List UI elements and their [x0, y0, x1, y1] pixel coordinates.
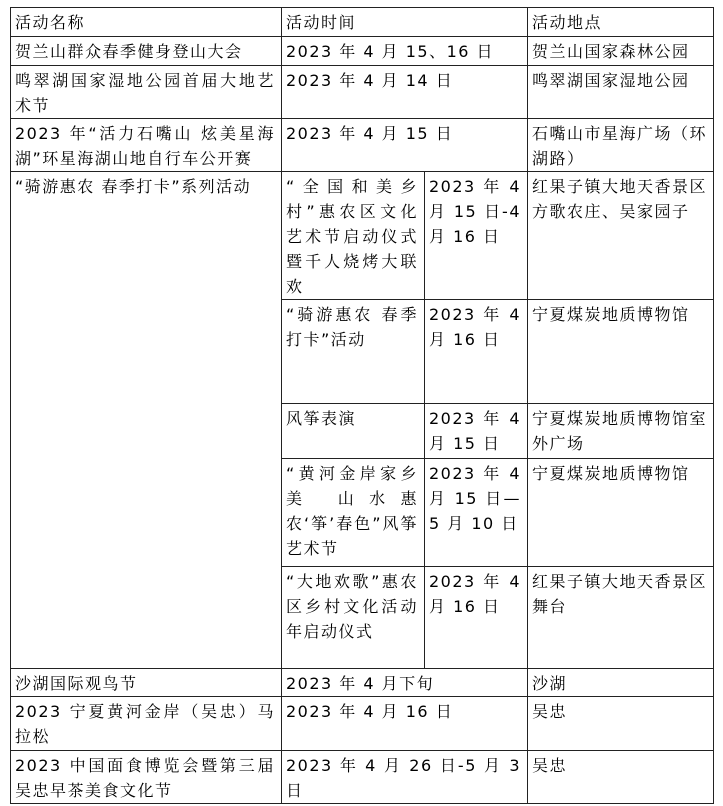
activity-location-cell: 石嘴山市星海广场（环湖路）: [528, 119, 714, 172]
table-row: [11, 751, 714, 804]
sub-activity-location-cell: 宁夏煤炭地质博物馆: [528, 459, 714, 567]
header-row: [11, 8, 714, 37]
activity-time-cell: 2023 年 4 月下旬: [282, 669, 528, 697]
activity-time-cell: 2023 年 4 月 14 日: [282, 66, 528, 119]
header-activity-time: 活动时间: [282, 8, 528, 37]
activity-name-cell: 鸣翠湖国家湿地公园首届大地艺术节: [11, 66, 282, 119]
sub-activity-cell: “骑游惠农 春季打卡”活动: [282, 300, 425, 404]
activity-name-cell: 2023 年“活力石嘴山 炫美星海湖”环星海湖山地自行车公开赛: [11, 119, 282, 172]
table-row: [11, 697, 714, 751]
sub-activity-time-cell: 2023 年 4 月 15 日-4 月 16 日: [425, 172, 528, 300]
sub-activity-cell: 风筝表演: [282, 404, 425, 459]
activity-time-cell: 2023 年 4 月 16 日: [282, 697, 528, 751]
activity-location-cell: 吴忠: [528, 697, 714, 751]
activity-name-cell: 2023 宁夏黄河金岸（吴忠）马拉松: [11, 697, 282, 751]
activity-time-cell: 2023 年 4 月 15 日: [282, 119, 528, 172]
activity-name-cell: 沙湖国际观鸟节: [11, 669, 282, 697]
sub-activity-time-cell: 2023 年 4 月 16 日: [425, 567, 528, 669]
table-row: [11, 669, 714, 697]
events-table: [10, 7, 714, 804]
sub-activity-time-cell: 2023 年 4 月 16 日: [425, 300, 528, 404]
sub-activity-cell: “全国和美乡村”惠农区文化艺术节启动仪式暨千人烧烤大联欢: [282, 172, 425, 300]
activity-name-cell: 2023 中国面食博览会暨第三届吴忠早茶美食文化节: [11, 751, 282, 804]
sub-activity-location-cell: 宁夏煤炭地质博物馆: [528, 300, 714, 404]
activity-location-cell: 贺兰山国家森林公园: [528, 37, 714, 66]
sub-activity-cell: “大地欢歌”惠农区乡村文化活动年启动仪式: [282, 567, 425, 669]
table-row: [11, 66, 714, 119]
header-activity-name: 活动名称: [11, 8, 282, 37]
sub-activity-time-cell: 2023 年 4 月 15 日: [425, 404, 528, 459]
activity-time-cell: 2023 年 4 月 26 日-5 月 3 日: [282, 751, 528, 804]
table-row-series: [11, 172, 714, 300]
activity-name-cell: “骑游惠农 春季打卡”系列活动: [11, 172, 282, 669]
table-row: [11, 119, 714, 172]
activity-location-cell: 沙湖: [528, 669, 714, 697]
table-row: [11, 37, 714, 66]
sub-activity-time-cell: 2023 年 4 月 15 日—5 月 10 日: [425, 459, 528, 567]
activity-location-cell: 鸣翠湖国家湿地公园: [528, 66, 714, 119]
activity-name-cell: 贺兰山群众春季健身登山大会: [11, 37, 282, 66]
header-activity-location: 活动地点: [528, 8, 714, 37]
sub-activity-location-cell: 红果子镇大地天香景区舞台: [528, 567, 714, 669]
activity-time-cell: 2023 年 4 月 15、16 日: [282, 37, 528, 66]
sub-activity-location-cell: 红果子镇大地天香景区方歌农庄、吴家园子: [528, 172, 714, 300]
activity-location-cell: 吴忠: [528, 751, 714, 804]
sub-activity-cell: “黄河金岸家乡美 山水惠农‘筝’春色”风筝艺术节: [282, 459, 425, 567]
sub-activity-location-cell: 宁夏煤炭地质博物馆室外广场: [528, 404, 714, 459]
